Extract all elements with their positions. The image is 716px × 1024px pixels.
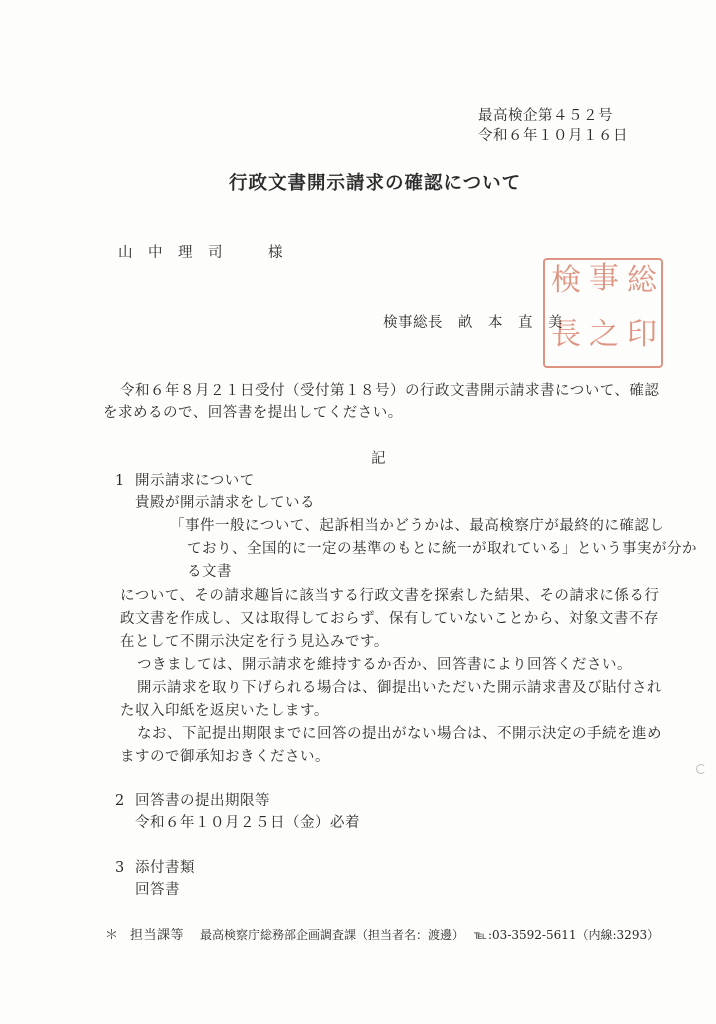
- sender-name: 検事総長 畝 本 直 美: [383, 315, 563, 331]
- section-sub: 貴殿が開示請求をしている: [135, 495, 315, 511]
- body-line: なお、下記提出期限までに回答の提出がない場合は、不開示決定の手続を進め: [137, 726, 662, 742]
- section-number: 1: [115, 473, 125, 489]
- body-line: た収入印紙を返戻いたします。: [120, 703, 329, 719]
- body-line: ますので御承知おきください。: [120, 749, 330, 765]
- section-number: 2: [115, 793, 125, 809]
- seal-char: 検: [551, 263, 581, 298]
- body-line: 政文書を作成し、又は取得しておらず、保有していないことから、対象文書不存: [120, 611, 659, 627]
- intro-line: 令和６年８月２１日受付（受付第１８号）の行政文書開示請求書について、確認: [120, 383, 660, 399]
- seal-char: 之: [589, 317, 619, 352]
- seal-char: 印: [627, 317, 657, 352]
- body-line: について、その請求趣旨に該当する行政文書を探索した結果、その請求に係る行: [120, 588, 660, 604]
- section-heading: 開示請求について: [135, 473, 255, 489]
- footer-tel-label: ℡: [474, 928, 487, 942]
- body-line: つきましては、開示請求を維持するか否か、回答書により回答ください。: [137, 657, 632, 673]
- document-number: 最高検企第４５２号: [478, 108, 613, 124]
- deadline: 令和６年１０月２５日（金）必着: [135, 815, 360, 831]
- quote-line: る文書: [187, 564, 232, 580]
- footer-mark: ＊: [105, 928, 119, 943]
- quote-line: ており、全国的に一定の基準のもとに統一が取れている」という事実が分か: [187, 541, 697, 557]
- seal-char: 事: [589, 261, 619, 296]
- recipient-name: 山 中 理 司 様: [118, 245, 283, 261]
- scan-mark: [696, 764, 706, 774]
- intro-line: を求めるので、回答書を提出してください。: [103, 405, 403, 421]
- section-number: 3: [115, 860, 125, 876]
- seal-char: 総: [627, 263, 657, 298]
- document-date: 令和６年１０月１６日: [478, 128, 628, 144]
- footer-tel: :03-3592-5611（内線:3293）: [488, 928, 660, 942]
- section-heading: 添付書類: [135, 860, 195, 876]
- quote-line: 「事件一般について、起訴相当かどうかは、最高検察庁が最終的に確認し: [170, 518, 665, 534]
- official-seal: [543, 258, 663, 368]
- footer-dept: 最高検察庁総務部企画調査課（担当者名：渡邊）: [200, 928, 465, 942]
- body-line: 開示請求を取り下げられる場合は、御提出いただいた開示請求書及び貼付され: [137, 680, 662, 696]
- footer-label: 担当課等: [130, 928, 185, 943]
- body-line: 在として不開示決定を行う見込みです。: [120, 634, 389, 650]
- seal-char: 長: [551, 317, 581, 352]
- attachment: 回答書: [135, 882, 180, 898]
- page-title: 行政文書開示請求の確認について: [229, 173, 522, 194]
- ki-heading: 記: [371, 451, 386, 467]
- section-heading: 回答書の提出期限等: [135, 793, 270, 809]
